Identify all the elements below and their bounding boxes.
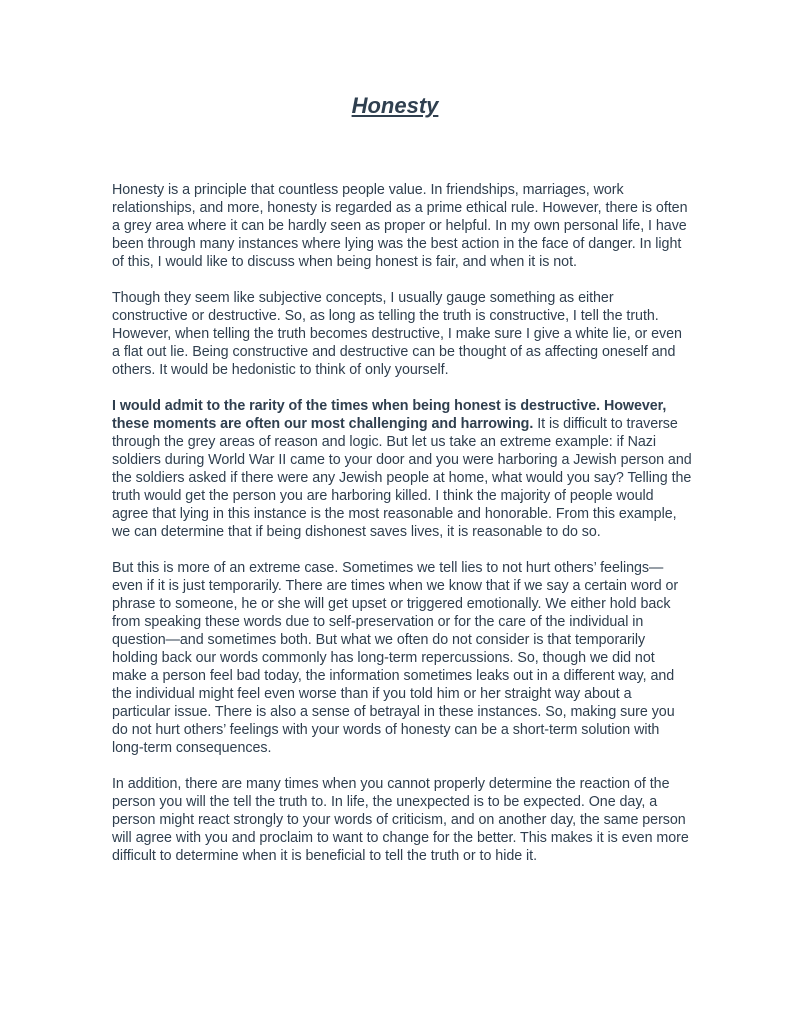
paragraph-text: But this is more of an extreme case. Sometimes we tell lies to not hurt others’ feelings—even if it is just temporarily. There are times when we know that if we say a certain word or phrase to someone, he or she will get upset or triggered emotionally. We either hold back from speaking these words due to self-preservation or for the care of the individual in question—and sometimes both. But what we often do not consider is that temporarily holding back our words commonly has long-term repercussions. So, though we did not make a person feel bad today, the information sometimes leaks out in a different way, and the individual might feel even worse than if you told him or her straight way about a particular issue. There is also a sense of betrayal in these instances. So, making sure you do not hurt others’ feelings with your words of honesty can be a short-term solution with long-term consequences. <box>112 560 679 756</box>
paragraph-text: It is difficult to traverse through the grey areas of reason and logic. But let us take an extreme example: if Nazi soldiers during World War II came to your door and you were harboring a Jewish person and the soldiers asked if there were any Jewish people at home, what would you say? Telling the truth would get the person you are harboring killed. I think the majority of people would agree that lying in this instance is the most reasonable and honorable. From this example, we can determine that if being dishonest saves lives, it is reasonable to do so. <box>112 416 692 540</box>
paragraph-bold-text: I would admit to the rarity of the times when being honest is destructive. However, these moments are often our most challenging and harrowing. <box>112 398 667 432</box>
paragraph-text: In addition, there are many times when you cannot properly determine the reaction of the person you will the tell the truth to. In life, the unexpected is to be expected. One day, a person might react strongly to your words of criticism, and on another day, the same person will agree with you and proclaim to want to change for the better. This makes it is even more difficult to determine when it is beneficial to tell the truth or to hide it. <box>112 776 689 864</box>
paragraph-constructive <box>112 289 692 379</box>
paragraph-feelings <box>112 559 692 757</box>
document-body <box>112 181 692 883</box>
document-title: Honesty <box>351 93 439 118</box>
paragraph-text: Though they seem like subjective concepts, I usually gauge something as either constructive or destructive. So, as long as telling the truth is constructive, I tell the truth. However, when telling the truth becomes destructive, I make sure I give a white lie, or even a flat out lie. Being constructive and destructive can be thought of as affecting oneself and others. It would be hedonistic to think of only yourself. <box>112 290 682 378</box>
paragraph-extreme-example <box>112 397 692 541</box>
paragraph-intro <box>112 181 692 271</box>
paragraph-unexpected <box>112 775 692 865</box>
paragraph-text: Honesty is a principle that countless people value. In friendships, marriages, work relationships, and more, honesty is regarded as a prime ethical rule. However, there is often a grey area where it can be hardly seen as proper or helpful. In my own personal life, I have been through many instances where lying was the best action in the face of danger. In light of this, I would like to discuss when being honest is fair, and when it is not. <box>112 182 688 270</box>
